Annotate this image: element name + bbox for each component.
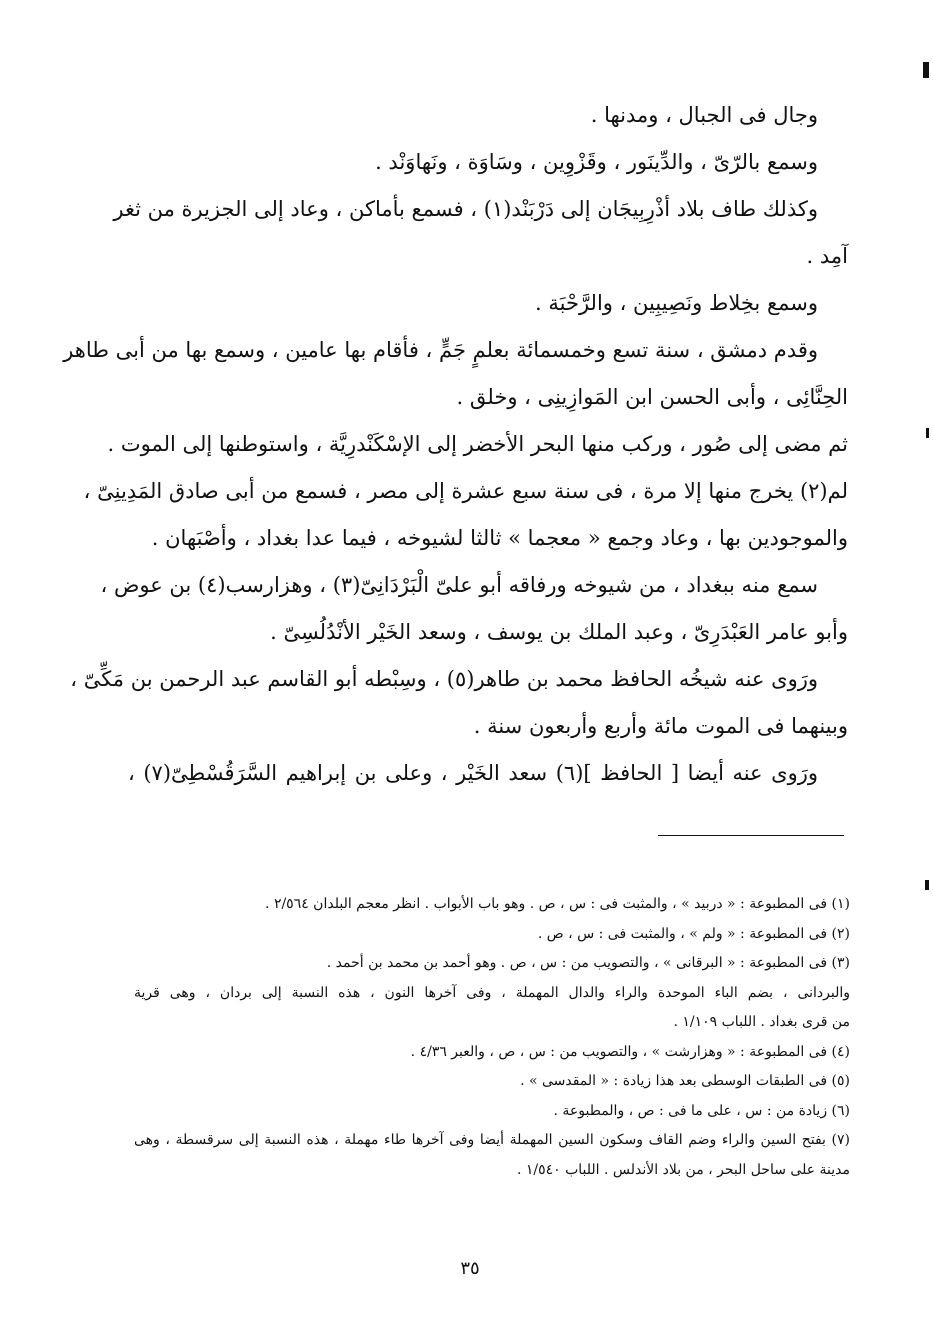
main-text-body	[63, 92, 848, 797]
footnote: (٤) فى المطبوعة : « وهزارشت » ، والتصويب من : س ، ص ، والعبر ٤/٣٦ .	[410, 1043, 850, 1060]
scan-margin-mark	[925, 880, 929, 890]
footnote-continuation: مدينة على ساحل البحر ، من بلاد الأندلس . اللباب ١/٥٤٠ .	[516, 1161, 850, 1178]
footnote: (٧) بفتح السين والراء وضم القاف وسكون السين المهملة أيضا وفى آخرها طاء مهملة ، هذه النسبة إلى سرقسطة ، وهى	[134, 1132, 850, 1148]
text-line: لم(٢) يخرج منها إلا مرة ، فى سنة سبع عشرة إلى مصر ، فسمع من أبى صادق المَدِينِىّ ،	[83, 479, 848, 503]
text-line: وكذلك طاف بلاد أذْرِبِيجَان إلى دَرْبَنْد(١) ، فسمع بأماكن ، وعاد إلى الجزيرة من ثغر	[113, 197, 818, 221]
text-line: وسمع بالرّىّ ، والدِّينَور ، وقَزْوِين ، وسَاوَة ، ونَهاوَنْد .	[375, 150, 818, 174]
scan-margin-mark	[923, 62, 929, 78]
footnote-separator	[658, 835, 844, 836]
footnote: (١) فى المطبوعة : « دربيد » ، والمثبت فى : س ، ص . وهو باب الأبواب . انظر معجم البلدان ٢/٥٦٤ .	[265, 896, 850, 912]
footnote: (٦) زيادة من : س ، على ما فى : ص ، والمطبوعة .	[553, 1102, 850, 1119]
footnotes	[134, 890, 850, 1185]
footnote: (٢) فى المطبوعة : « ولم » ، والمثبت فى : س ، ص .	[537, 925, 850, 942]
text-line: ورَوى عنه شيخُه الحافظ محمد بن طاهر(٥) ، وسِبْطه أبو القاسم عبد الرحمن بن مَكِّىّ ،	[70, 667, 818, 691]
text-line: وجال فى الجبال ، ومدنها .	[590, 103, 818, 127]
page-number: ٣٥	[460, 1258, 480, 1279]
text-line: سمع منه ببغداد ، من شيوخه ورفاقه أبو علىّ الْبَرْدَانِىّ(٣) ، وهزارسب(٤) بن عوض ،	[100, 573, 818, 597]
text-line: والموجودين بها ، وعاد وجمع « معجما » ثالثا لشيوخه ، فيما عدا بغداد ، وأصْبَهان .	[151, 526, 848, 550]
footnote: (٣) فى المطبوعة : « البرقانى » ، والتصويب من : س ، ص . وهو أحمد بن محمد بن أحمد .	[326, 955, 850, 971]
footnote: (٥) فى الطبقات الوسطى بعد هذا زيادة : « المقدسى » .	[520, 1073, 850, 1089]
footnote-continuation: من قرى بغداد . اللباب ١/١٠٩ .	[673, 1014, 850, 1030]
text-line: ورَوى عنه أيضا [ الحافظ ](٦) سعد الخَيْر ، وعلى بن إبراهيم السَّرَقُسْطِىّ(٧) ،	[128, 761, 819, 785]
footnote-continuation: والبردانى ، بضم الباء الموحدة والراء والدال المهملة ، وفى آخرها النون ، هذه النسبة إلى بردان ، وهى قرية	[134, 984, 850, 1001]
text-line: آمِد .	[806, 244, 848, 268]
text-line: وسمع بخِلاط ونَصِيبِين ، والرَّحْبَة .	[535, 291, 818, 315]
text-line: الحِنَّائِى ، وأبى الحسن ابن المَوازِينِى ، وخلق .	[456, 385, 848, 409]
text-line: ثم مضى إلى صُور ، وركب منها البحر الأخضر إلى الإسْكَنْدرِيَّة ، واستوطنها إلى الموت .	[107, 432, 848, 456]
text-line: وقدم دمشق ، سنة تسع وخمسمائة بعلمٍ جَمٍّ ، فأقام بها عامين ، وسمع بها من أبى طاهر	[63, 338, 818, 362]
text-line: وبينهما فى الموت مائة وأربع وأربعون سنة .	[473, 714, 848, 738]
scan-margin-mark	[926, 428, 929, 438]
text-line: وأبو عامر العَبْدَرِىّ ، وعبد الملك بن يوسف ، وسعد الخَيْر الأنْدُلُسِىّ .	[270, 620, 848, 644]
